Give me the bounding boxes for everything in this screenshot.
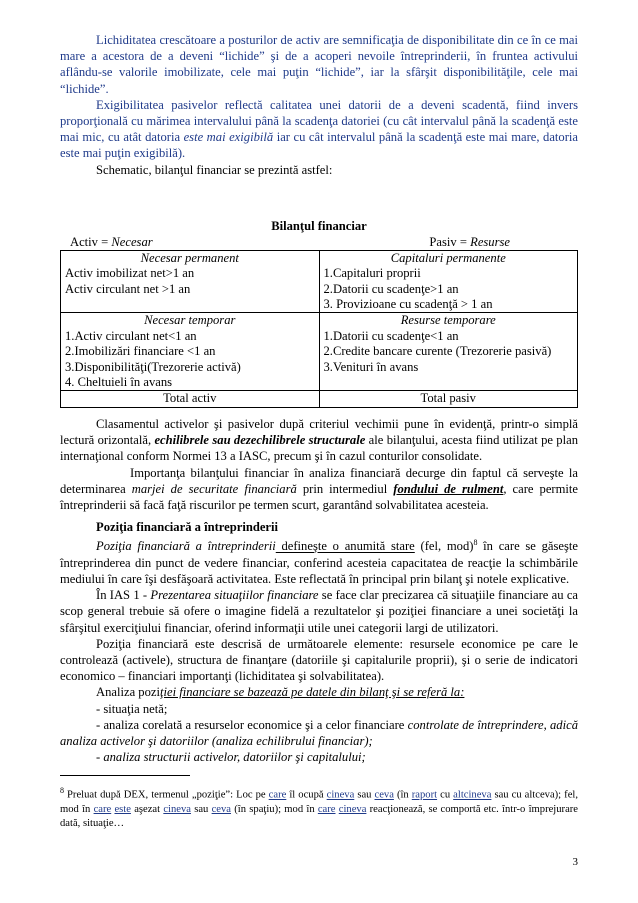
dex-link[interactable]: care <box>317 804 336 816</box>
dex-link[interactable]: cineva <box>326 789 355 801</box>
document-page <box>60 32 578 831</box>
cell-line: 3.Venituri în avans <box>323 359 419 374</box>
cell-line: 1.Datorii cu scadenţe<1 an <box>323 328 459 343</box>
paragraph-clasament: Clasamentul activelor şi pasivelor după criteriul vechimii pune în evidenţă, printr-o simplă lectură orizontală, echilibrele sau dezechilibrele structurale ale bilanţului, acesta fiind utilizat pe plan internaţional conform Normei 13 a IASC, precum şi în cazul conturilor consolidate. <box>60 416 578 464</box>
dex-link[interactable]: altcineva <box>453 789 492 801</box>
paragraph-lichiditate: Lichiditatea crescătoare a posturilor de activ are semnificaţia de disponibilitate din ce în ce mai mare a acestora de a deveni “lichide” şi de a acoperi nevoile întreprinderii, în fruntea activului aflându-se valorile imobilizate, cele mai puţin “lichide”, iar la sfârşit disponibilităţile, cele mai “lichide”. <box>60 33 578 96</box>
table-row <box>61 250 578 313</box>
cell-heading: Necesar permanent <box>140 250 239 265</box>
paragraph-pozitia: Poziţia financiară a întreprinderii defineşte o anumită stare (fel, mod)$^8$ în care se găseşte întreprinderea din punct de vedere financiar, conferind acesteia capacitatea de reacţie la schimbările mediului în care îşi desfăşoară activitatea. Este reflectată în principal prin bilanţ şi notele explicative. <box>60 538 578 586</box>
paragraph-analiza: Analiza poziţiei financiare se bazează pe datele din bilanţ şi se referă la: <box>96 685 465 700</box>
cell-line: 4. Cheltuieli în avans <box>65 375 173 390</box>
table-column-heads <box>60 234 578 250</box>
balance-sheet-table <box>60 250 578 408</box>
dex-link[interactable]: ceva <box>211 804 232 816</box>
dex-link[interactable]: cineva <box>338 804 367 816</box>
activ-head: Activ = Necesar <box>70 234 153 249</box>
paragraph-elemente: Poziţia financiară este descrisă de următoarele elemente: resursele economice pe care le controlează (activele), structura de finanţare (datoriile şi capitalurile proprii), şi o serie de indicatori economico – financiari importanţi (lichiditatea şi solvabilitatea). <box>60 636 578 684</box>
table-title: Bilanţul financiar <box>271 218 367 233</box>
dex-link[interactable]: cineva <box>163 804 191 816</box>
paragraph-ias1: În IAS 1 - Prezentarea situaţiilor financiare se face clar precizarea că situaţiile financiare au ca scop general trebuie să ofere o imagine fidelă a rezultatelor şi poziţiei financiare a unei societăţi la sfârşitul exerciţiului financiar, oferind informaţii utile unei categorii largi de utilizatori. <box>60 588 578 635</box>
cell-line: Activ imobilizat net>1 an <box>65 266 195 281</box>
list-item: - analiza corelată a resurselor economice şi a celor financiare controlate de întreprindere, adică analiza activelor şi datoriilor (analiza echilibrului financiar); <box>60 717 578 748</box>
permanent-need-cell <box>61 250 320 313</box>
footnote-ref: 8 <box>473 538 478 548</box>
cell-line: 3. Provizioane cu scadenţă > 1 an <box>323 297 493 312</box>
cell-line: 2.Imobilizări financiare <1 an <box>65 344 216 359</box>
dex-link[interactable]: raport <box>411 789 438 801</box>
cell-line: 2.Credite bancare curente (Trezorerie pasivă) <box>323 344 552 359</box>
temporary-resources-cell <box>319 313 578 391</box>
cell-heading: Necesar temporar <box>144 313 236 328</box>
footnote-divider <box>60 775 190 776</box>
cell-line: 1.Activ circulant net<1 an <box>65 328 197 343</box>
table-row <box>61 391 578 407</box>
total-activ-cell: Total activ <box>61 391 320 407</box>
pasiv-head: Pasiv = Resurse <box>429 234 510 249</box>
dex-link[interactable]: care <box>268 789 287 801</box>
cell-heading: Capitaluri permanente <box>390 250 506 265</box>
list-item: - analiza structurii activelor, datoriilor şi capitalului; <box>96 750 366 765</box>
cell-heading: Resurse temporare <box>400 313 496 328</box>
cell-line: Activ circulant net >1 an <box>65 281 191 296</box>
cell-line: 2.Datorii cu scadenţe>1 an <box>323 281 459 296</box>
total-pasiv-cell: Total pasiv <box>319 391 578 407</box>
page-number: 3 <box>572 856 578 868</box>
dex-link[interactable]: este <box>114 804 131 816</box>
table-row <box>61 313 578 391</box>
section-heading: Poziţia financiară a întreprinderii <box>96 520 279 535</box>
paragraph-exigibilitate: Exigibilitatea pasivelor reflectă calitatea unei datorii de a deveni scadentă, fiind invers proporţională cu mărimea intervalului până la scadenţa datoriei (cu cât intervalul până la scadenţă este mai mic, cu atât datoria este mai exigibilă iar cu cât intervalul până la scadenţă este mai mare, datoria este mai puţin exigibilă). <box>60 97 578 161</box>
dex-link[interactable]: care <box>93 804 112 816</box>
dex-link[interactable]: ceva <box>374 789 394 801</box>
cell-line: 1.Capitaluri proprii <box>323 266 421 281</box>
cell-line: 3.Disponibilităţi(Trezorerie activă) <box>65 359 241 374</box>
permanent-resources-cell <box>319 250 578 313</box>
paragraph-importanta: Importanţa bilanţului financiar în analiza financiară decurge din faptul că serveşte la determinarea marjei de securitate financiară prin intermediul fondului de rulment, care permite întreprinderii să facă faţă riscurilor pe termen scurt, garantând solvabilitatea acesteia. <box>60 465 578 512</box>
paragraph-schematic: Schematic, bilanţul financiar se prezintă astfel: <box>96 162 333 177</box>
footnote: $^8$ Preluat după DEX, termenul „poziţie”: Loc pe care îl ocupă cineva sau ceva (în raport cu altcineva sau cu altceva); fel, mod în care este aşezat cineva sau ceva (în spaţiu); mod în care cineva reacţionează, se comportă etc. într-o împrejurare dată, situaţie… <box>60 786 579 830</box>
list-item: - situaţia netă; <box>96 701 168 716</box>
temporary-need-cell <box>61 313 320 391</box>
